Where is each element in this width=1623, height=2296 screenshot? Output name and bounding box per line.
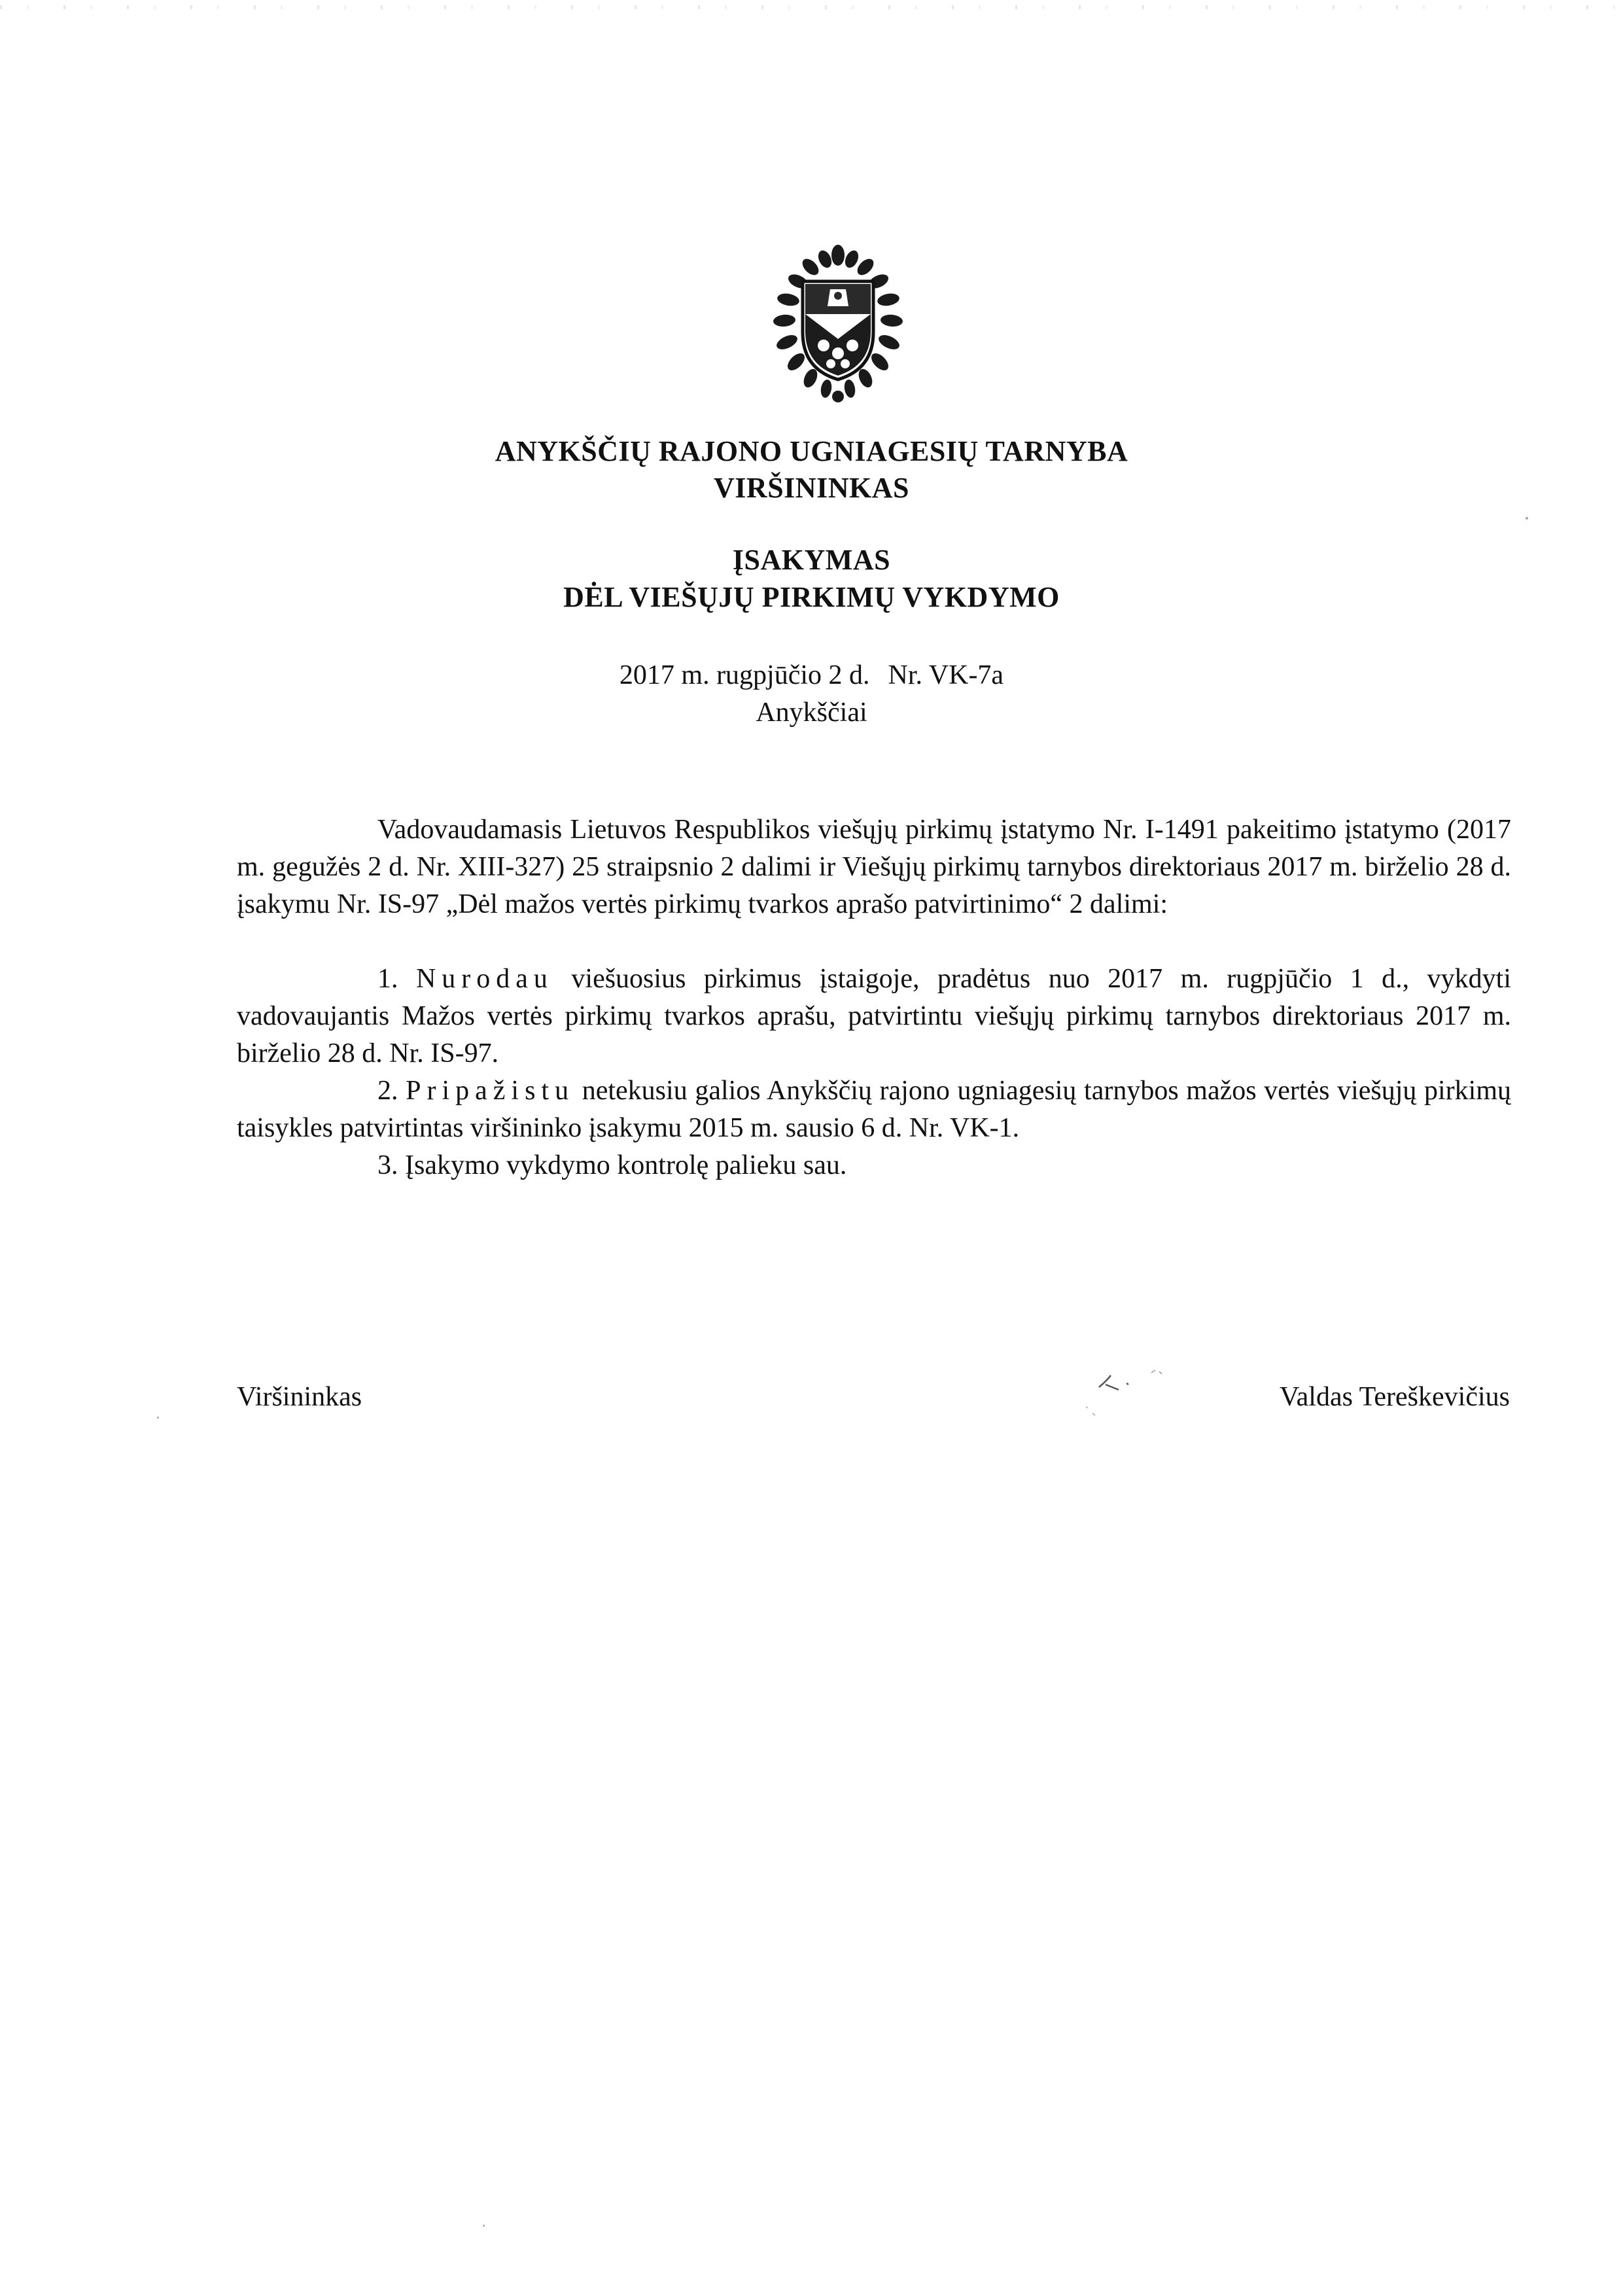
institution-name: ANYKŠČIŲ RAJONO UGNIAGESIŲ TARNYBA (495, 435, 1128, 467)
item-number: 2. (377, 1076, 398, 1106)
signatory-name: Valdas Tereškevičius (1279, 1382, 1510, 1412)
item-verb: Nurodau (415, 964, 553, 994)
document-date: 2017 m. rugpjūčio 2 d. (619, 660, 870, 690)
order-item-3 (237, 1147, 1511, 1184)
document-number: Nr. VK-7a (888, 660, 1004, 690)
document-place: Anykščiai (756, 698, 867, 728)
item-text: viešuosius pirkimus įstaigoje, pradėtus nuo 2017 m. rugpjūčio 1 d., vykdyti vadovaujantis Mažos vertės pirkimų tvarkos aprašu, patvirtintu viešųjų pirkimų tarnybos direktoriaus 2017 m. birželio 28 d. Nr. IS-97. (237, 964, 1511, 1069)
item-text: Įsakymo vykdymo kontrolę palieku sau. (405, 1150, 847, 1180)
scan-speck (157, 1417, 159, 1419)
document-date-line (0, 658, 1623, 693)
order-item-2 (237, 1072, 1511, 1147)
scan-speck (483, 2225, 485, 2227)
signatory-title: Viršininkas (237, 1382, 362, 1412)
intro-text: Vadovaudamasis Lietuvos Respublikos viešųjų pirkimų įstatymo Nr. I-1491 pakeitimo įstatymo (2017 m. gegužės 2 d. Nr. XIII-327) 25 straipsnio 2 dalimi ir Viešųjų pirkimų tarnybos direktoriaus 2017 m. birželio 28 d. įsakymu Nr. IS-97 „Dėl mažos vertės pirkimų tvarkos aprašo patvirtinimo“ 2 dalimi: (237, 815, 1511, 919)
intro-paragraph (237, 811, 1511, 923)
item-number: 3. (377, 1150, 398, 1180)
scan-speck (1526, 517, 1528, 520)
item-text: netekusiu galios Anykščių rajono ugniagesių tarnybos mažos vertės viešųjų pirkimų taisykles patvirtintas viršininko įsakymu 2015 m. sausio 6 d. Nr. VK-1. (237, 1076, 1512, 1143)
handwritten-signature-mark (1073, 1361, 1184, 1420)
document-subject: DĖL VIEŠŲJŲ PIRKIMŲ VYKDYMO (563, 581, 1060, 613)
item-verb: Pripažistu (406, 1076, 575, 1106)
document-type: ĮSAKYMAS (732, 544, 891, 576)
institution-role: VIRŠININKAS (714, 472, 909, 504)
order-item-1 (237, 961, 1511, 1072)
municipal-coat-of-arms-icon (762, 241, 914, 404)
item-number: 1. (377, 964, 398, 994)
scan-edge-noise (0, 5, 1623, 9)
